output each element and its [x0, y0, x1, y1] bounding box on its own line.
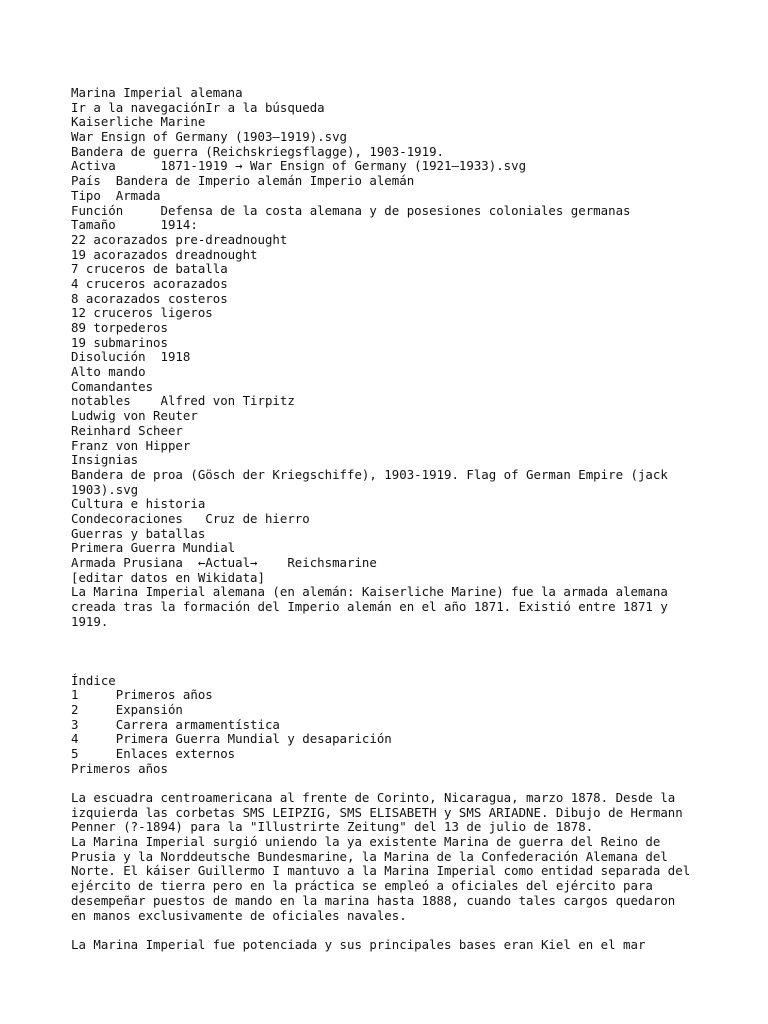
infobox-line: Insignias [71, 452, 139, 468]
infobox-line: 8 acorazados costeros [71, 290, 228, 306]
text-line: La Marina Imperial fue potenciada y sus principales bases eran Kiel en el mar [71, 936, 646, 952]
infobox-line: Armada Prusiana ←Actual→ Reichsmarine [71, 555, 377, 570]
toc-line: 1 Primeros años [71, 687, 213, 703]
toc-line: Primeros años [71, 760, 168, 776]
infobox-line: Comandantes [71, 378, 154, 394]
infobox-line: Reinhard Scheer [71, 422, 183, 438]
infobox-line: Bandera de guerra (Reichskriegsflagge), 1903-1919. [71, 143, 444, 159]
infobox-line: Condecoraciones Cruz de hierro [71, 510, 310, 526]
section-paragraph [71, 938, 711, 953]
infobox-line: 89 torpederos [71, 320, 168, 335]
infobox-line: 19 submarinos [71, 334, 168, 350]
infobox-line: 19 acorazados dreadnought [71, 246, 258, 262]
section-primeros-anos [71, 791, 711, 923]
text-line: izquierda las corbetas SMS LEIPZIG, SMS ELISABETH y SMS ARIADNE. Dibujo de Hermann [71, 804, 683, 820]
infobox-block [71, 86, 711, 629]
spacer [71, 644, 711, 659]
text-line: Penner (?-1894) para la "Illustrirte Zeitung" del 13 de julio de 1878. [71, 819, 594, 835]
toc-line: 3 Carrera armamentística [71, 716, 280, 732]
infobox-line: 12 cruceros ligeros [71, 305, 213, 321]
infobox-line: Primera Guerra Mundial [71, 540, 236, 556]
toc-line: 2 Expansión [71, 701, 183, 717]
infobox-line: Guerras y batallas [71, 525, 206, 541]
spacer [71, 629, 711, 644]
infobox-line: Tamaño 1914: [71, 217, 198, 233]
toc-line: 4 Primera Guerra Mundial y desaparición [71, 731, 392, 747]
toc-line: 5 Enlaces externos [71, 745, 236, 761]
infobox-line: notables Alfred von Tirpitz [71, 393, 295, 409]
spacer [71, 923, 711, 938]
infobox-line: 1919. [71, 613, 109, 629]
infobox-line: 1903).svg [71, 481, 139, 497]
infobox-line: creada tras la formación del Imperio alemán en el año 1871. Existió entre 1871 y [71, 599, 668, 615]
text-line: La escuadra centroamericana al frente de Corinto, Nicaragua, marzo 1878. Desde la [71, 790, 676, 805]
infobox-line: Disolución 1918 [71, 349, 191, 365]
spacer [71, 776, 711, 791]
spacer [71, 659, 711, 674]
text-line: desempeñar puestos de mando en la marina hasta 1888, cuando tales cargos quedaron [71, 892, 676, 908]
text-line: La Marina Imperial surgió uniendo la ya existente Marina de guerra del Reino de [71, 834, 661, 850]
table-of-contents [71, 674, 711, 777]
infobox-line: [editar datos en Wikidata] [71, 569, 265, 585]
infobox-line: 22 acorazados pre-dreadnought [71, 231, 288, 247]
infobox-line: Alto mando [71, 364, 146, 380]
text-line: Norte. El káiser Guillermo I mantuvo a la Marina Imperial como entidad separada del [71, 863, 691, 879]
text-line: Prusia y la Norddeutsche Bundesmarine, la Marina de la Confederación Alemana del [71, 848, 668, 864]
infobox-line: 7 cruceros de batalla [71, 261, 228, 277]
infobox-line: 4 cruceros acorazados [71, 275, 228, 291]
infobox-line: Ludwig von Reuter [71, 408, 198, 424]
infobox-line: Función Defensa de la costa alemana y de posesiones coloniales germanas [71, 202, 631, 218]
infobox-line: País Bandera de Imperio alemán Imperio alemán [71, 173, 415, 189]
infobox-line: War Ensign of Germany (1903–1919).svg [71, 129, 348, 145]
infobox-line: Tipo Armada [71, 187, 161, 203]
infobox-line: Kaiserliche Marine [71, 114, 206, 130]
infobox-line: Activa 1871-1919 → War Ensign of Germany (1921–1933).svg [71, 158, 527, 174]
infobox-line: Ir a la navegaciónIr a la búsqueda [71, 99, 325, 115]
infobox-line: Cultura e historia [71, 496, 206, 512]
infobox-line: La Marina Imperial alemana (en alemán: Kaiserliche Marine) fue la armada alemana [71, 584, 668, 600]
text-line: en manos exclusivamente de oficiales navales. [71, 907, 407, 923]
text-line: ejército de tierra pero en la práctica se empleó a oficiales del ejército para [71, 878, 653, 894]
infobox-line: Marina Imperial alemana [71, 85, 243, 100]
document-page [71, 86, 711, 953]
infobox-line: Franz von Hipper [71, 437, 191, 453]
infobox-line: Bandera de proa (Gösch der Kriegschiffe), 1903-1919. Flag of German Empire (jack [71, 466, 668, 482]
toc-line: Índice [71, 672, 116, 688]
